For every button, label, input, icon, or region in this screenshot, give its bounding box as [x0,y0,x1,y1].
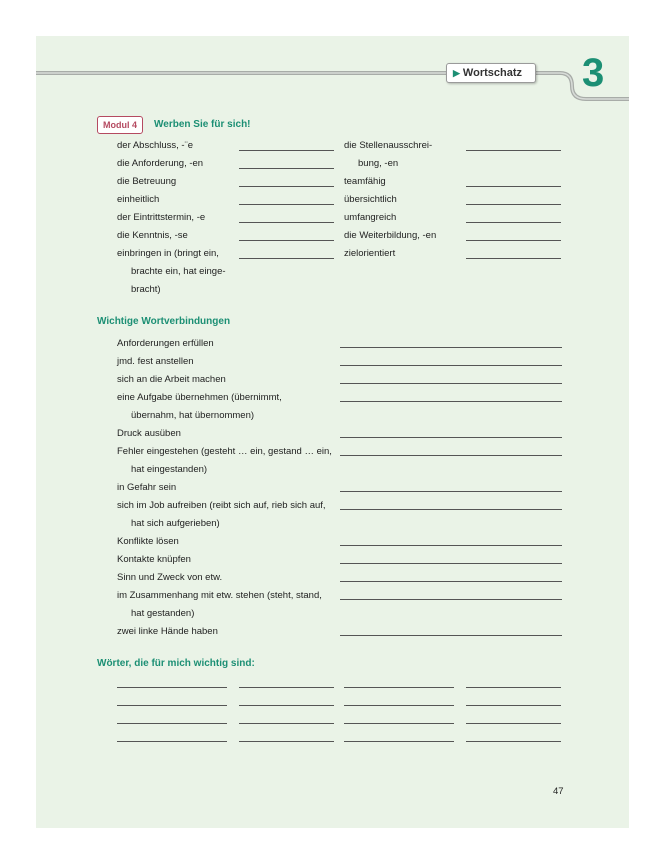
phrase-item: Kontakte knüpfen [117,554,191,565]
answer-line[interactable] [340,563,562,564]
vocab-item: die Betreuung [117,176,177,187]
write-line[interactable] [466,741,561,742]
phrase-item: sich im Job aufreiben (reibt sich auf, rieb sich auf, [117,500,326,511]
modul-title: Werben Sie für sich! [154,119,251,130]
phrase-item: Konflikte lösen [117,536,179,547]
phrase-item: jmd. fest anstellen [117,356,194,367]
phrase-item-continued: hat sich aufgerieben) [131,518,220,529]
write-line[interactable] [344,723,454,724]
answer-line[interactable] [340,401,562,402]
answer-line[interactable] [340,491,562,492]
wortschatz-tab [446,63,536,83]
play-triangle-icon: ▶ [453,68,460,78]
chapter-number: 3 [582,51,605,95]
vocab-item-continued: bracht) [131,284,161,295]
phrase-item-continued: hat eingestanden) [131,464,208,475]
section-title-wortverbindungen: Wichtige Wortverbindungen [97,316,231,327]
phrase-item: sich an die Arbeit machen [117,374,226,385]
vocab-item: die Anforderung, -en [117,158,204,169]
vocab-item: die Weiterbildung, -en [344,230,437,241]
phrase-item: in Gefahr sein [117,482,177,493]
write-line[interactable] [117,723,227,724]
answer-line[interactable] [239,204,334,205]
phrase-item: zwei linke Hände haben [117,626,218,637]
vocab-item: teamfähig [344,176,386,187]
answer-line[interactable] [239,150,334,151]
answer-line[interactable] [466,204,561,205]
write-line[interactable] [239,723,334,724]
vocab-item: umfangreich [344,212,397,223]
answer-line[interactable] [466,258,561,259]
vocab-item: der Eintrittstermin, -e [117,212,206,223]
write-line[interactable] [117,705,227,706]
write-line[interactable] [117,687,227,688]
answer-line[interactable] [340,383,562,384]
phrase-item: Druck ausüben [117,428,181,439]
modul-badge: Modul 4 [97,116,143,134]
answer-line[interactable] [340,635,562,636]
phrase-item: Anforderungen erfüllen [117,338,214,349]
answer-line[interactable] [466,240,561,241]
write-line[interactable] [466,687,561,688]
vocab-item: zielorientiert [344,248,396,259]
answer-line[interactable] [239,186,334,187]
vocab-item: übersichtlich [344,194,397,205]
answer-line[interactable] [466,186,561,187]
vocab-item: einheitlich [117,194,160,205]
phrase-item: Sinn und Zweck von etw. [117,572,223,583]
vocab-item: der Abschluss, -¨e [117,140,194,151]
answer-line[interactable] [340,581,562,582]
answer-line[interactable] [340,545,562,546]
write-line[interactable] [344,705,454,706]
write-line[interactable] [466,705,561,706]
answer-line[interactable] [239,168,334,169]
phrase-item-continued: hat gestanden) [131,608,195,619]
write-line[interactable] [239,741,334,742]
page-number: 47 [553,786,564,797]
section-title-woerter: Wörter, die für mich wichtig sind: [97,658,255,669]
phrase-item-continued: übernahm, hat übernommen) [131,410,255,421]
answer-line[interactable] [340,599,562,600]
vocab-item-continued: brachte ein, hat einge- [131,266,226,277]
write-line[interactable] [344,741,454,742]
header-rule [0,0,666,120]
vocab-item: die Stellenausschrei- [344,140,433,151]
phrase-item: eine Aufgabe übernehmen (übernimmt, [117,392,282,403]
tab-label: Wortschatz [462,67,523,79]
write-line[interactable] [466,723,561,724]
answer-line[interactable] [340,455,562,456]
answer-line[interactable] [466,150,561,151]
answer-line[interactable] [340,509,562,510]
answer-line[interactable] [239,222,334,223]
write-line[interactable] [117,741,227,742]
phrase-item: im Zusammenhang mit etw. stehen (steht, stand, [117,590,322,601]
write-line[interactable] [239,687,334,688]
write-line[interactable] [344,687,454,688]
phrase-item: Fehler eingestehen (gesteht … ein, gestand … ein, [117,446,332,457]
answer-line[interactable] [239,258,334,259]
answer-line[interactable] [340,437,562,438]
write-line[interactable] [239,705,334,706]
vocab-item-continued: bung, -en [358,158,399,169]
answer-line[interactable] [340,347,562,348]
vocab-item: einbringen in (bringt ein, [117,248,219,259]
vocab-item: die Kenntnis, -se [117,230,188,241]
answer-line[interactable] [239,240,334,241]
answer-line[interactable] [466,222,561,223]
answer-line[interactable] [340,365,562,366]
